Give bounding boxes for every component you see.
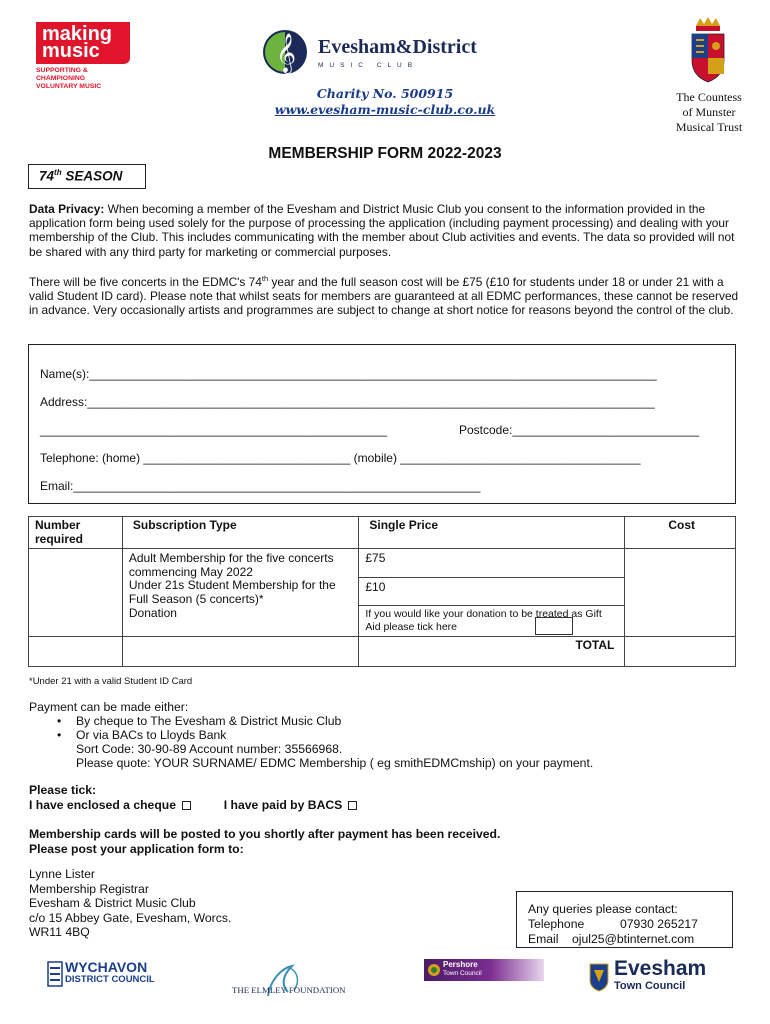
sort-code: Sort Code: 30-90-89 Account number: 35566968. xyxy=(76,742,343,756)
contact-email[interactable]: ojul25@btinternet.com xyxy=(572,932,695,946)
address-line-1: Lynne Lister xyxy=(29,867,95,881)
donation: Donation xyxy=(128,605,177,620)
elmley-name: THE ELMLEY FOUNDATION xyxy=(232,985,346,995)
cards-line-1: Membership cards will be posted to you shortly after payment has been received. xyxy=(29,827,501,841)
student-membership: Under 21s Student Membership for the Full Season (5 concerts)* xyxy=(128,578,336,606)
address-line-3: Evesham & District Music Club xyxy=(29,896,196,911)
email-field[interactable]: Email:_____________________________________________________________ xyxy=(40,479,481,493)
footnote: *Under 21 with a valid Student ID Card xyxy=(29,676,193,687)
treble-clef-icon xyxy=(256,28,314,76)
cheque-tick-label: I have enclosed a cheque xyxy=(29,798,176,812)
header-subscription-type: Subscription Type xyxy=(122,517,358,549)
payment-intro: Payment can be made either: xyxy=(29,700,189,714)
subscription-table xyxy=(28,516,736,667)
payment-section xyxy=(29,700,729,770)
contact-box xyxy=(516,891,733,948)
making-music-logo xyxy=(36,22,136,90)
privacy-text: When becoming a member of the Evesham and District Music Club you consent to the information provided in the application form being used solely for the purpose of processing the application (including payment processing) and dealing with your membership of the Club. This includes communicating with the member about Club activities and events. The data so provided will not be shared with any third party for marketing or commercial purposes. xyxy=(29,202,735,259)
address-field[interactable]: Address:_____________________________________________________________________________________ xyxy=(40,395,655,409)
making-music-tagline-1: SUPPORTING & xyxy=(36,67,88,74)
prices-cell xyxy=(359,549,625,637)
evesham-name: Evesham xyxy=(614,957,707,980)
names-field[interactable]: Name(s):_____________________________________________________________________________________ xyxy=(40,367,657,381)
total-cell xyxy=(359,637,736,667)
club-logo-subtitle: MUSIC CLUB xyxy=(318,62,419,69)
payment-option-bacs: • Or via BACs to Lloyds Bank xyxy=(29,728,729,742)
gift-aid-text: If you would like your donation to be treated as Gift Aid please tick here xyxy=(365,608,602,634)
pershore-council: Town Council xyxy=(443,970,482,977)
wychavon-name: WYCHAVON xyxy=(65,959,148,975)
pershore-logo xyxy=(424,959,544,981)
season-number: 74 xyxy=(39,168,55,184)
charity-info xyxy=(260,86,510,118)
charity-number: Charity No. 500915 xyxy=(316,86,454,101)
evesham-crest-icon xyxy=(588,962,610,992)
total-spacer-cell xyxy=(122,637,358,667)
contact-telephone[interactable]: 07930 265217 xyxy=(620,917,698,931)
concerts-text-before: There will be five concerts in the EDMC's 74 xyxy=(29,274,262,289)
season-suffix: th xyxy=(54,168,62,177)
club-logo-title: Evesham&District xyxy=(318,36,477,58)
header-cost: Cost xyxy=(625,517,736,549)
making-music-logo-line2: music xyxy=(42,40,100,62)
contact-email-label: Email xyxy=(528,932,559,946)
trust-name xyxy=(664,90,754,135)
adult-membership: Adult Membership for the five concerts commencing May 2022 xyxy=(128,551,334,579)
privacy-paragraph xyxy=(29,202,739,259)
concerts-paragraph xyxy=(29,272,739,318)
svg-text:𝄞: 𝄞 xyxy=(276,33,297,73)
cheque-checkbox[interactable] xyxy=(182,801,191,810)
making-music-tagline-2: CHAMPIONING xyxy=(36,74,86,82)
address-line-4: c/o 15 Abbey Gate, Evesham, Worcs. xyxy=(29,910,232,925)
gift-aid-row xyxy=(359,606,624,636)
tick-heading: Please tick: xyxy=(29,783,97,797)
munster-crest-icon xyxy=(688,16,728,86)
tick-section xyxy=(29,783,357,813)
concerts-text-after: year and the full season cost will be £75 (£10 for students under 18 or under 21 with a valid Student ID card). Please note that whilst seats for members are guaranteed at all EDMC performances, these cannot be reserved in advance. Very occasionally artists and programmes are subject to change at short notice for reasons beyond the control of the club. xyxy=(29,274,739,318)
contact-heading: Any queries please contact: xyxy=(528,902,678,916)
header-single-price: Single Price xyxy=(359,517,625,549)
total-number-cell xyxy=(29,637,123,667)
concerts-sup: th xyxy=(261,274,269,283)
club-logo xyxy=(256,28,518,76)
postal-address xyxy=(29,867,231,940)
privacy-heading: Data Privacy: xyxy=(29,202,105,216)
elmley-foundation-logo xyxy=(230,962,360,1000)
adult-price: £75 xyxy=(359,549,624,578)
cards-line-2: Please post your application form to: xyxy=(29,842,244,856)
pershore-crest-icon xyxy=(427,963,441,977)
postcode-field[interactable]: Postcode:____________________________ xyxy=(459,423,700,437)
cards-notice xyxy=(29,827,500,857)
number-required-cell[interactable] xyxy=(29,549,123,637)
wychavon-logo xyxy=(47,960,167,990)
cost-cell[interactable] xyxy=(625,549,736,637)
season-badge xyxy=(28,164,146,189)
student-price: £10 xyxy=(359,578,624,606)
making-music-logo-line1: making xyxy=(42,23,113,45)
bacs-tick-label: I have paid by BACS xyxy=(223,798,343,812)
trust-line-2: of Munster xyxy=(682,105,736,119)
trust-line-3: Musical Trust xyxy=(675,120,743,134)
evesham-town-council-logo xyxy=(588,957,728,994)
payment-option-cheque: • By cheque to The Evesham & District Music Club xyxy=(29,714,729,728)
wychavon-council: DISTRICT COUNCIL xyxy=(65,974,155,985)
gift-aid-tickbox[interactable] xyxy=(535,617,573,635)
address-line2-field[interactable]: ____________________________________________________ xyxy=(40,423,388,437)
evesham-council: Town Council xyxy=(614,980,686,992)
total-label: TOTAL xyxy=(359,637,625,666)
address-line-5: WR11 4BQ xyxy=(29,925,90,940)
header-number-required: Number required xyxy=(29,517,123,549)
address-line-2: Membership Registrar xyxy=(29,881,149,896)
pershore-name: Pershore xyxy=(443,960,478,969)
website-link[interactable]: www.evesham-music-club.co.uk xyxy=(274,102,496,117)
season-label: SEASON xyxy=(65,168,123,184)
subscription-types-cell xyxy=(122,549,358,637)
details-form xyxy=(28,344,736,504)
trust-line-1: The Countess xyxy=(676,90,742,104)
contact-telephone-label: Telephone xyxy=(528,917,585,931)
form-title: MEMBERSHIP FORM 2022-2023 xyxy=(268,145,502,162)
telephone-field[interactable]: Telephone: (home) _______________________________ (mobile) ____________________________________ xyxy=(40,451,641,465)
payment-reference: Please quote: YOUR SURNAME/ EDMC Membership ( eg smithEDMCmship) on your payment. xyxy=(76,756,594,770)
bacs-checkbox[interactable] xyxy=(348,801,357,810)
making-music-tagline-3: VOLUNTARY MUSIC xyxy=(36,82,102,90)
